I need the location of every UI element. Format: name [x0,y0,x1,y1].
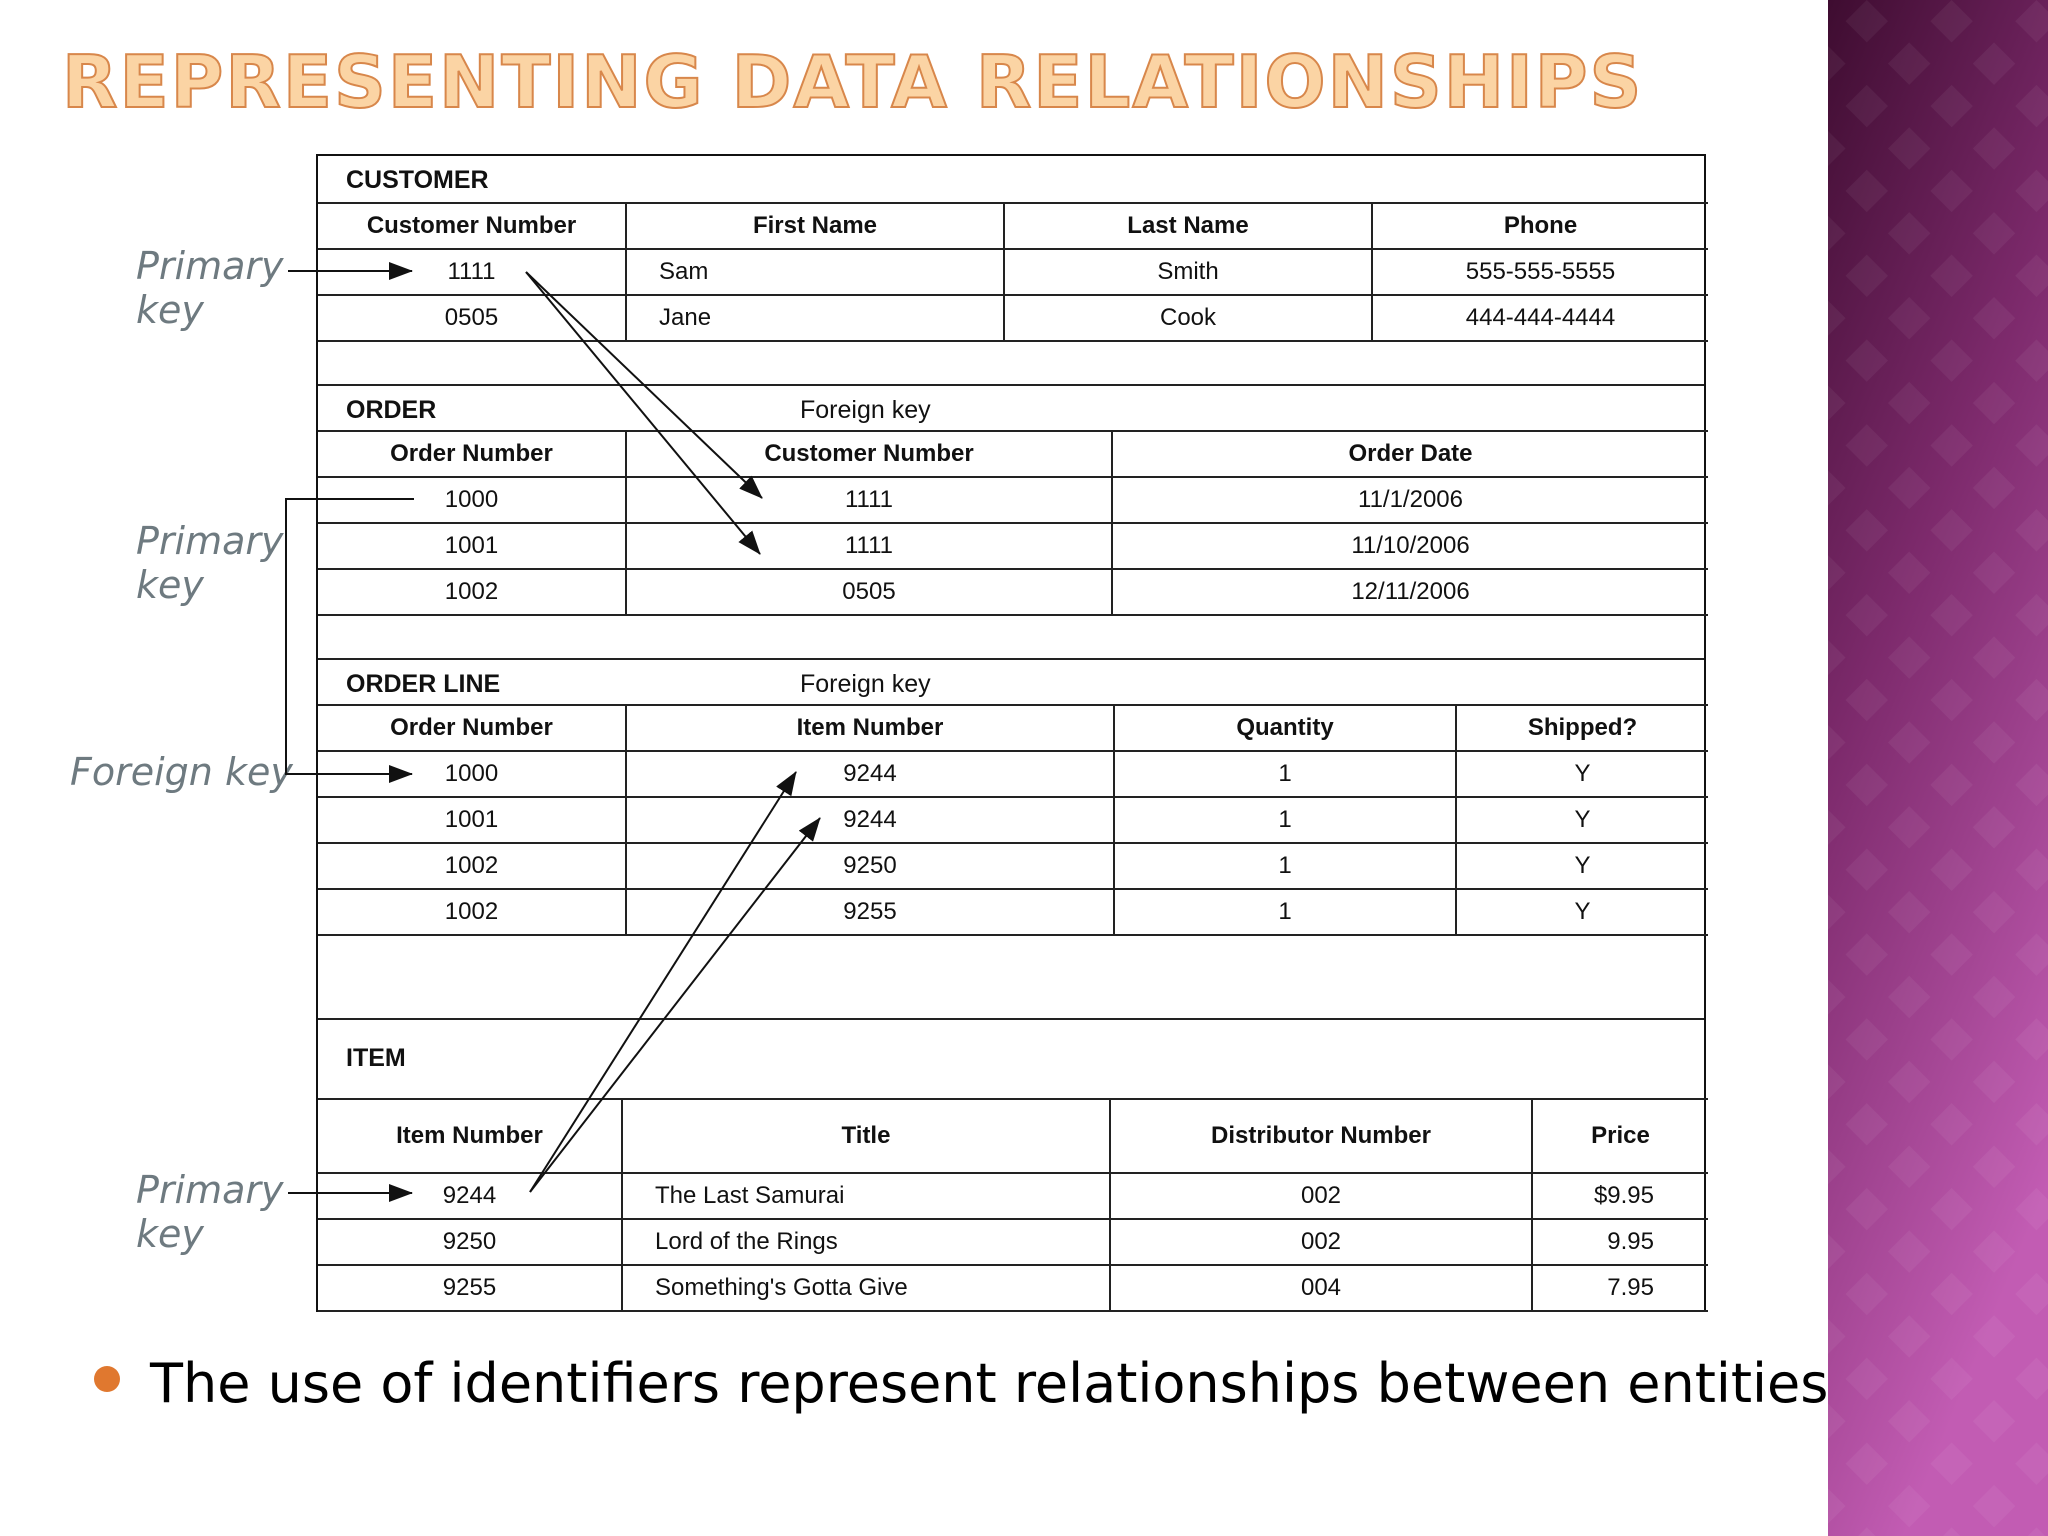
item-cell: Lord of the Rings [622,1219,1110,1265]
table-row [318,249,1708,295]
order-table [318,430,1708,616]
table-row [318,523,1708,569]
customer-cell: Jane [626,295,1004,341]
customer-table-caption: CUSTOMER [346,166,489,194]
item-cell: 9244 [318,1173,622,1219]
order-line-cell: 9255 [626,889,1114,935]
order-line-header-order-number: Order Number [318,705,626,751]
item-cell: 002 [1110,1219,1532,1265]
order-line-cell: Y [1456,843,1708,889]
foreign-key-label-order-line: Foreign key [70,750,293,794]
order-cell: 1001 [318,523,626,569]
table-row [318,477,1708,523]
order-line-cell: 1 [1114,797,1456,843]
order-foreign-key-label: Foreign key [800,396,931,424]
order-line-table-caption: ORDER LINE [346,670,501,698]
customer-header-first-name: First Name [626,203,1004,249]
table-row [318,295,1708,341]
customer-cell: 0505 [318,295,626,341]
table-row [318,1265,1708,1311]
table-row [318,569,1708,615]
order-line-cell: 1002 [318,889,626,935]
section-divider [318,1018,1704,1020]
table-row [318,843,1708,889]
item-header-distributor-number: Distributor Number [1110,1099,1532,1173]
order-line-header-item-number: Item Number [626,705,1114,751]
item-cell: 9.95 [1532,1219,1708,1265]
customer-cell: Cook [1004,295,1372,341]
primary-key-label-order: Primary key [136,519,284,607]
slide-title: REPRESENTING DATA RELATIONSHIPS [62,40,1644,124]
order-cell: 1002 [318,569,626,615]
section-divider [318,658,1704,660]
primary-key-label-item: Primary key [136,1168,284,1256]
order-line-cell: 1000 [318,751,626,797]
bullet-text: The use of identifiers represent relationships between entities [150,1352,1829,1415]
order-line-header-quantity: Quantity [1114,705,1456,751]
item-cell: 002 [1110,1173,1532,1219]
table-row [318,1219,1708,1265]
order-line-cell: Y [1456,751,1708,797]
item-cell: 9255 [318,1265,622,1311]
item-cell: 7.95 [1532,1265,1708,1311]
order-line-cell: Y [1456,889,1708,935]
order-cell: 1111 [626,523,1112,569]
item-table [318,1098,1708,1312]
order-header-order-date: Order Date [1112,431,1708,477]
order-line-cell: 9250 [626,843,1114,889]
section-divider [318,384,1704,386]
item-cell: The Last Samurai [622,1173,1110,1219]
item-cell: 9250 [318,1219,622,1265]
item-table-caption: ITEM [346,1044,406,1072]
item-cell: Something's Gotta Give [622,1265,1110,1311]
table-row [318,1173,1708,1219]
order-cell: 11/1/2006 [1112,477,1708,523]
order-line-foreign-key-label: Foreign key [800,670,931,698]
table-row [318,797,1708,843]
order-line-header-shipped: Shipped? [1456,705,1708,751]
order-line-cell: 1 [1114,843,1456,889]
order-line-cell: 9244 [626,751,1114,797]
order-header-order-number: Order Number [318,431,626,477]
order-line-table [318,704,1708,936]
customer-header-customer-number: Customer Number [318,203,626,249]
order-line-cell: 1 [1114,751,1456,797]
item-header-title: Title [622,1099,1110,1173]
primary-key-label-customer: Primary key [136,244,284,332]
item-cell: 004 [1110,1265,1532,1311]
order-line-cell: 1 [1114,889,1456,935]
order-line-cell: 1002 [318,843,626,889]
section-divider [318,340,1704,342]
customer-table [318,202,1708,342]
customer-cell: Sam [626,249,1004,295]
bullet-dot [94,1366,120,1392]
order-line-cell: 1001 [318,797,626,843]
table-row [318,751,1708,797]
customer-header-last-name: Last Name [1004,203,1372,249]
item-header-price: Price [1532,1099,1708,1173]
item-header-item-number: Item Number [318,1099,622,1173]
customer-cell: Smith [1004,249,1372,295]
order-header-customer-number: Customer Number [626,431,1112,477]
customer-cell: 444-444-4444 [1372,295,1708,341]
item-cell: $9.95 [1532,1173,1708,1219]
order-line-cell: Y [1456,797,1708,843]
order-cell: 11/10/2006 [1112,523,1708,569]
order-cell: 0505 [626,569,1112,615]
relational-tables-figure [316,154,1706,1312]
order-line-cell: 9244 [626,797,1114,843]
order-cell: 1000 [318,477,626,523]
customer-cell: 555-555-5555 [1372,249,1708,295]
customer-header-phone: Phone [1372,203,1708,249]
order-cell: 1111 [626,477,1112,523]
order-cell: 12/11/2006 [1112,569,1708,615]
table-row [318,889,1708,935]
customer-cell: 1111 [318,249,626,295]
order-table-caption: ORDER [346,396,437,424]
section-divider [318,614,1704,616]
